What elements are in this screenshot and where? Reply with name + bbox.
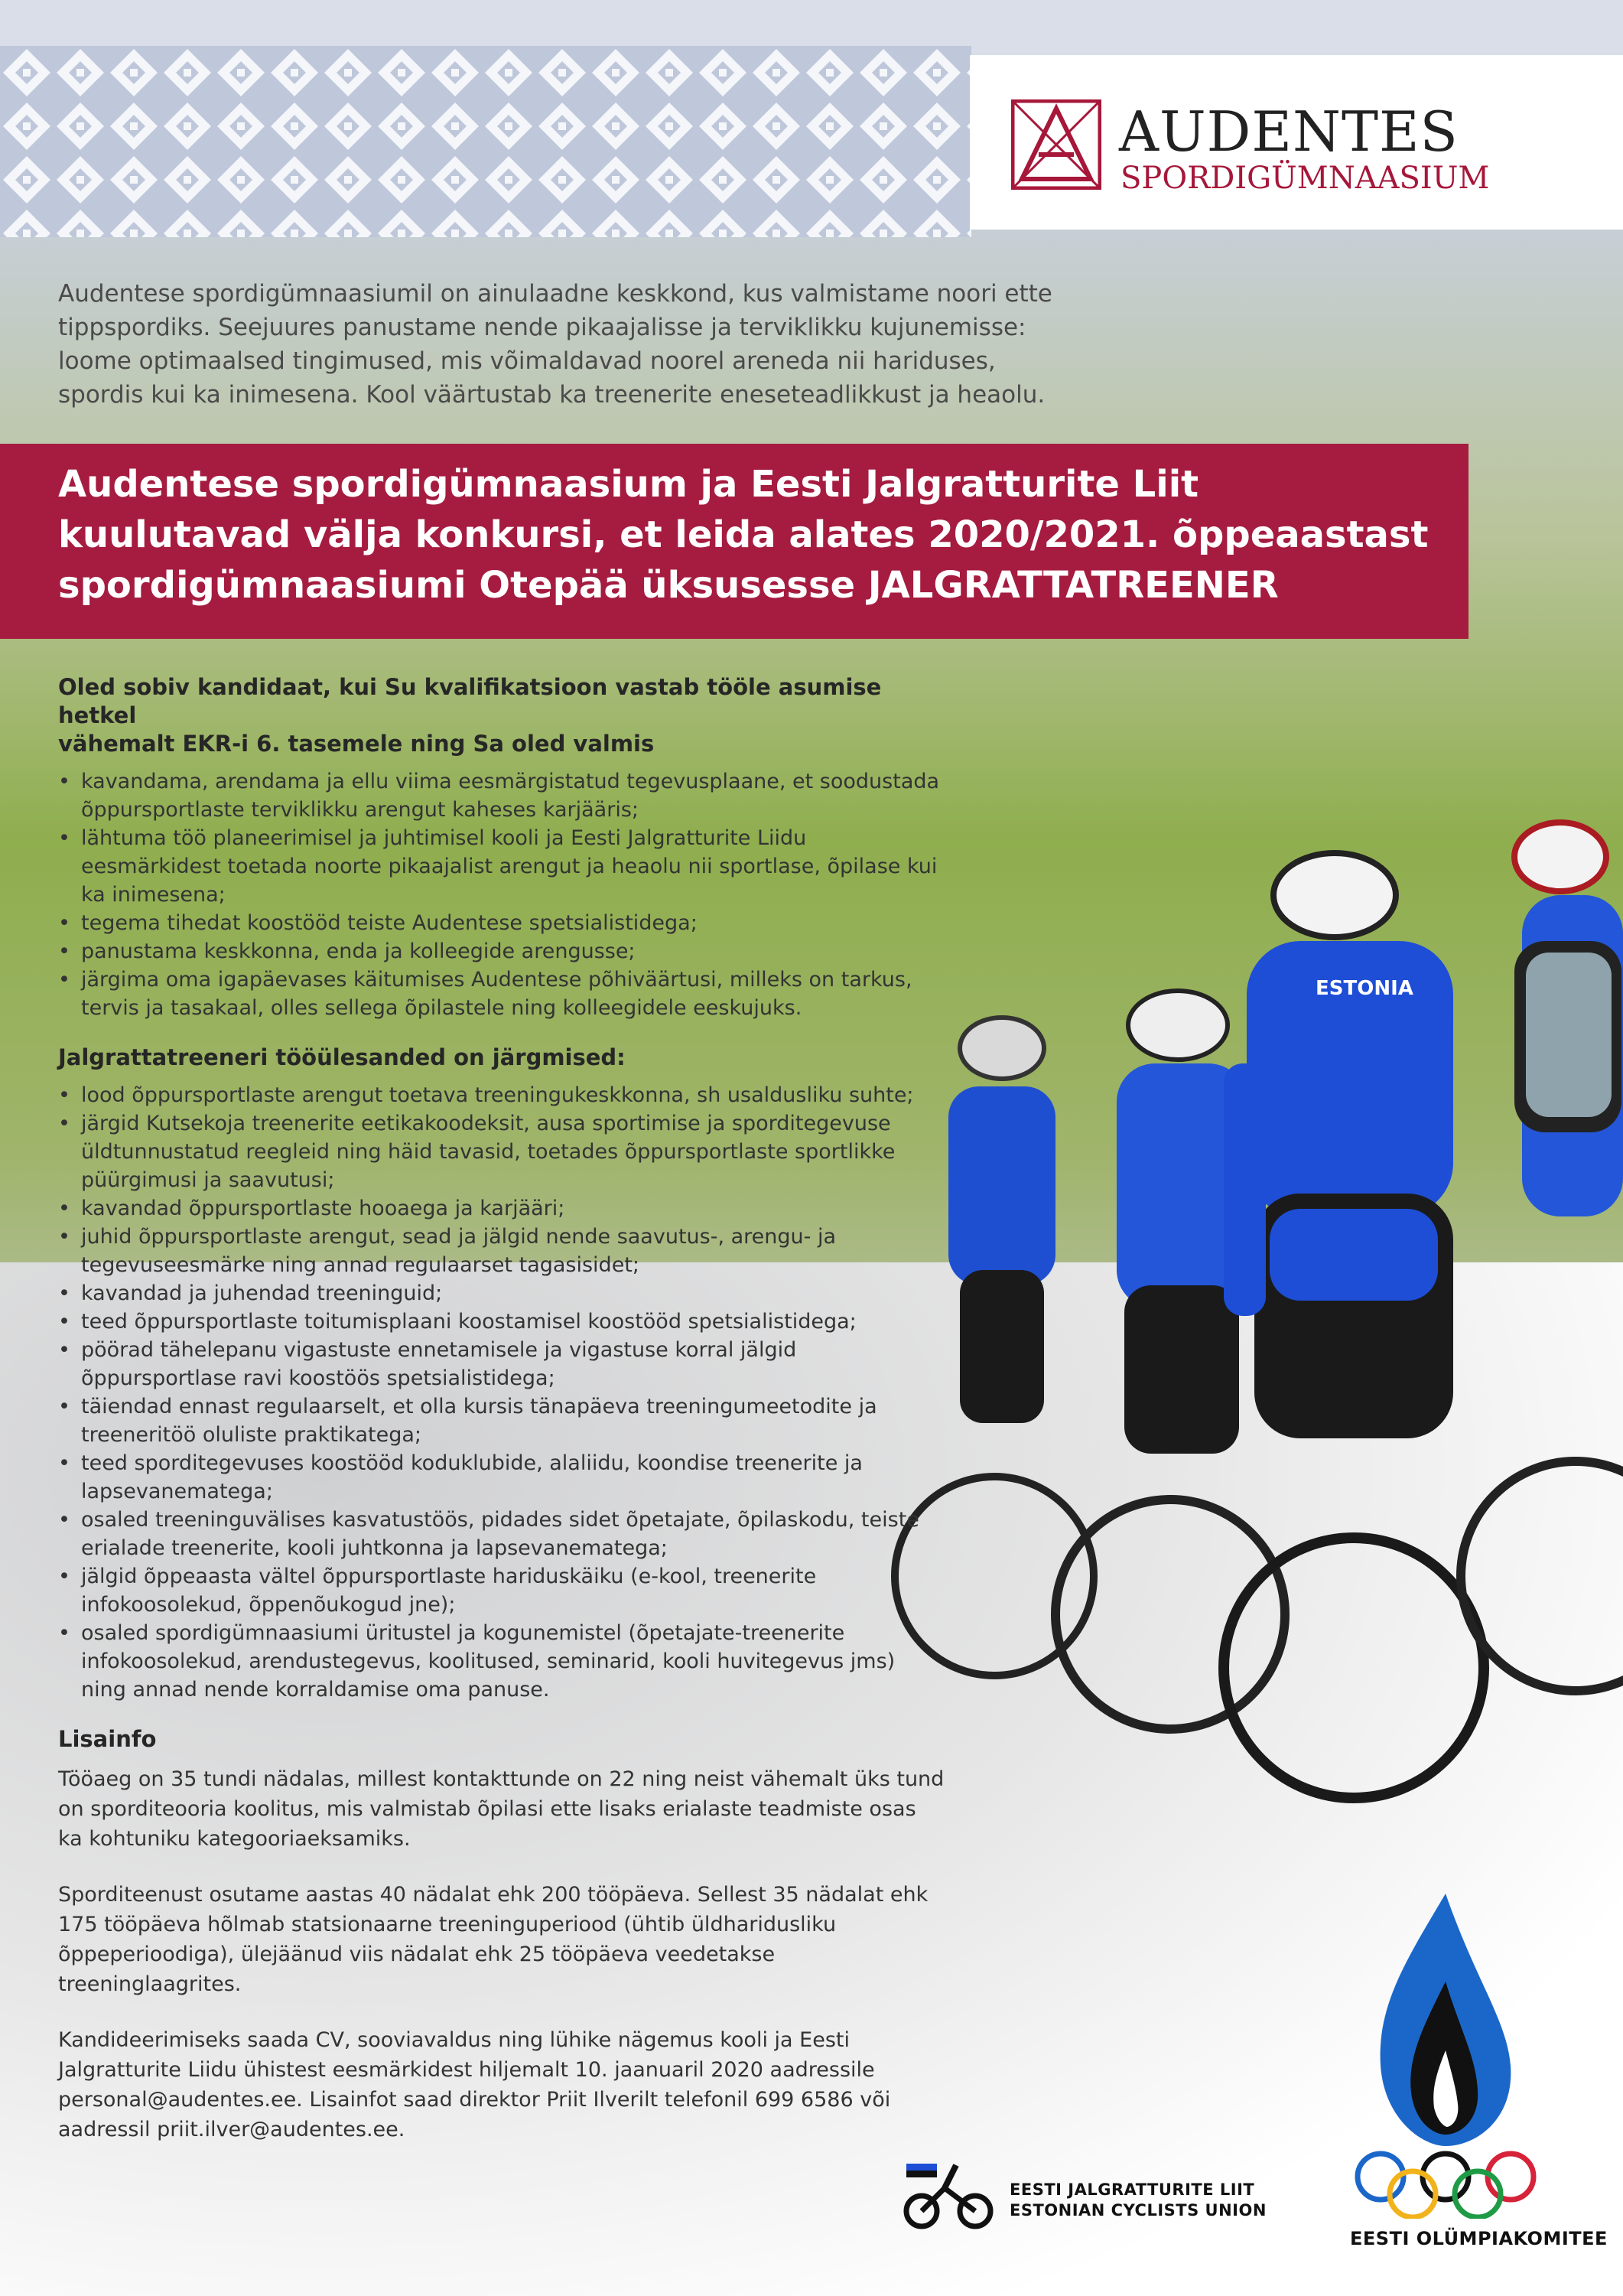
intro-line: loome optimaalsed tingimused, mis võimaldavad noorel areneda nii hariduses,: [58, 347, 996, 375]
requirements-list: [58, 767, 945, 1022]
headline-line: Audentese spordigümnaasium ja Eesti Jalgratturite Liit: [58, 463, 1199, 506]
headline-banner: [0, 444, 1469, 639]
list-item: • täiendad ennast regulaarselt, et olla kursis tänapäeva treeningumeetodite ja treeneritöö oluliste praktikatega;: [58, 1392, 945, 1449]
cyclists-union-name: EESTI JALGRATTURITE LIIT: [1010, 2180, 1255, 2199]
cyclists-photo: [887, 811, 1623, 1882]
jersey-text: ESTONIA: [1316, 977, 1413, 1000]
headline-line: spordigümnaasiumi Otepää üksusesse JALGRATTATREENER: [58, 564, 1279, 607]
info-paragraph: Sporditeenust osutame aastas 40 nädalat ehk 200 tööpäeva. Sellest 35 nädalat ehk 175 tööpäeva hõlmab statsionaarne treeninguperiood (ühtib üldharidusliku õppeperioodiga), ülejäänud viis nädalat ehk 25 tööpäeva veedetakse treeninglaagrites.: [58, 1883, 929, 1996]
olympic-committee-logo: [1346, 1890, 1608, 2257]
info-paragraph: Kandideerimiseks saada CV, sooviavaldus ning lühike nägemus kooli ja Eesti Jalgratturite Liidu ühistest eesmärkidest hiljemalt 10. jaanuaril 2020 aadressile personal@audentes.ee. Lisainfot saad direktor Priit Ilverilt telefonil 699 6586 või aadressil priit.ilver@audentes.ee.: [58, 2028, 891, 2141]
job-ad-content: [58, 673, 945, 2145]
olympic-rings-icon: [1346, 2150, 1545, 2219]
headline: [58, 459, 1450, 611]
requirements-heading: [58, 673, 945, 758]
list-item: • juhid õppursportlaste arengut, sead ja jälgid nende saavutus-, arengu- ja tegevuseesmärke ning annad regulaarset tagasisidet;: [58, 1223, 945, 1279]
info-heading: Lisainfo: [58, 1726, 157, 1752]
logo-wordmark: AUDENTES: [1119, 99, 1459, 164]
requirements-heading-line: Oled sobiv kandidaat, kui Su kvalifikatsioon vastab tööle asumise hetkel: [58, 674, 882, 728]
olympic-committee-name: EESTI OLÜMPIAKOMITEE: [1350, 2228, 1608, 2249]
decorative-pattern: [0, 46, 971, 237]
list-item: • lood õppursportlaste arengut toetava treeningukeskkonna, sh usaldusliku suhte;: [58, 1081, 945, 1109]
logo-subtitle: SPORDIGÜMNAASIUM: [1120, 161, 1490, 196]
info-paragraph: Tööaeg on 35 tundi nädalas, millest kontakttunde on 22 ning neist vähemalt üks tund on sporditeooria koolitus, mis valmistab õpilasi ette lisaks erialaste teadmiste osas ka kohtuniku kategooriaeksamiks.: [58, 1767, 945, 1851]
intro-line: tippspordiks. Seejuures panustame nende pikaajalisse ja terviklikku kujunemisse:: [58, 314, 1026, 341]
list-item: • kavandad õppursportlaste hooaega ja karjääri;: [58, 1194, 945, 1223]
requirements-heading-line: vähemalt EKR-i 6. tasemele ning Sa oled valmis: [58, 731, 655, 757]
list-item: • osaled spordigümnaasiumi üritustel ja kogunemistel (õpetajate-treenerite infokoosolekud, arendustegevus, koolitused, seminarid, kooli huvitegevus jms) ning annad nende korraldamise oma panuse.: [58, 1619, 945, 1704]
duties-list: [58, 1081, 945, 1704]
list-item: • jälgid õppeaasta vältel õppursportlaste hariduskäiku (e-kool, treenerite infokoosolekud, õppenõukogud jne);: [58, 1562, 945, 1619]
list-item: • tegema tihedat koostööd teiste Audentese spetsialistidega;: [58, 909, 945, 937]
list-item: • järgid Kutsekoja treenerite eetikakoodeksit, ausa sportimise ja sporditegevuse üldtunnustatud reegleid ning häid tavasid, toetades õppursportlaste sportlikke püürgimusi ja saavutusi;: [58, 1109, 945, 1194]
logo-box: [970, 55, 1623, 230]
list-item: • panustama keskkonna, enda ja kolleegide arengusse;: [58, 937, 945, 966]
list-item: • teed sporditegevuses koostööd koduklubide, alaliidu, koondise treenerite ja lapsevanematega;: [58, 1449, 945, 1506]
list-item: • lähtuma töö planeerimisel ja juhtimisel kooli ja Eesti Jalgratturite Liidu eesmärkidest toetada noorte pikaajalist arengut ja heaolu nii sportlase, õpilase kui ka inimesena;: [58, 824, 945, 909]
intro-text: [58, 277, 1068, 412]
flame-icon: [1361, 1890, 1530, 2150]
list-item: • kavandama, arendama ja ellu viima eesmärgistatud tegevusplaane, et soodustada õppursportlaste terviklikku arengut kaheses karjääris;: [58, 767, 945, 824]
cyclists-union-name-en: ESTONIAN CYCLISTS UNION: [1010, 2201, 1267, 2219]
list-item: • osaled treeninguvälises kasvatustöös, pidades sidet õpetajate, õpilaskodu, teiste erialade treenerite, kooli juhtkonna ja lapsevanematega;: [58, 1506, 945, 1562]
list-item: • järgima oma igapäevases käitumises Audentese põhiväärtusi, milleks on tarkus, tervis ja tasakaal, olles sellega õpilastele ning kolleegidele eeskujuks.: [58, 966, 945, 1022]
cyclist-logo-icon: [903, 2158, 1002, 2230]
list-item: • teed õppursportlaste toitumisplaani koostamisel koostööd spetsialistidega;: [58, 1308, 945, 1336]
intro-line: Audentese spordigümnaasiumil on ainulaadne keskkond, kus valmistame noori ette: [58, 280, 1052, 308]
cyclists-union-logo: [903, 2158, 1300, 2230]
headline-line: kuulutavad välja konkursi, et leida alates 2020/2021. õppeaastast: [58, 513, 1429, 556]
list-item: • pöörad tähelepanu vigastuste ennetamisele ja vigastuse korral jälgid õppursportlase ravi koostöös spetsialistidega;: [58, 1336, 945, 1392]
list-item: • kavandad ja juhendad treeninguid;: [58, 1279, 945, 1308]
duties-heading: Jalgrattatreeneri tööülesanded on järgmised:: [58, 1044, 626, 1070]
intro-line: spordis kui ka inimesena. Kool väärtustab ka treenerite eneseteadlikkust ja heaolu.: [58, 381, 1046, 409]
audentes-logo-icon: [1011, 99, 1101, 190]
